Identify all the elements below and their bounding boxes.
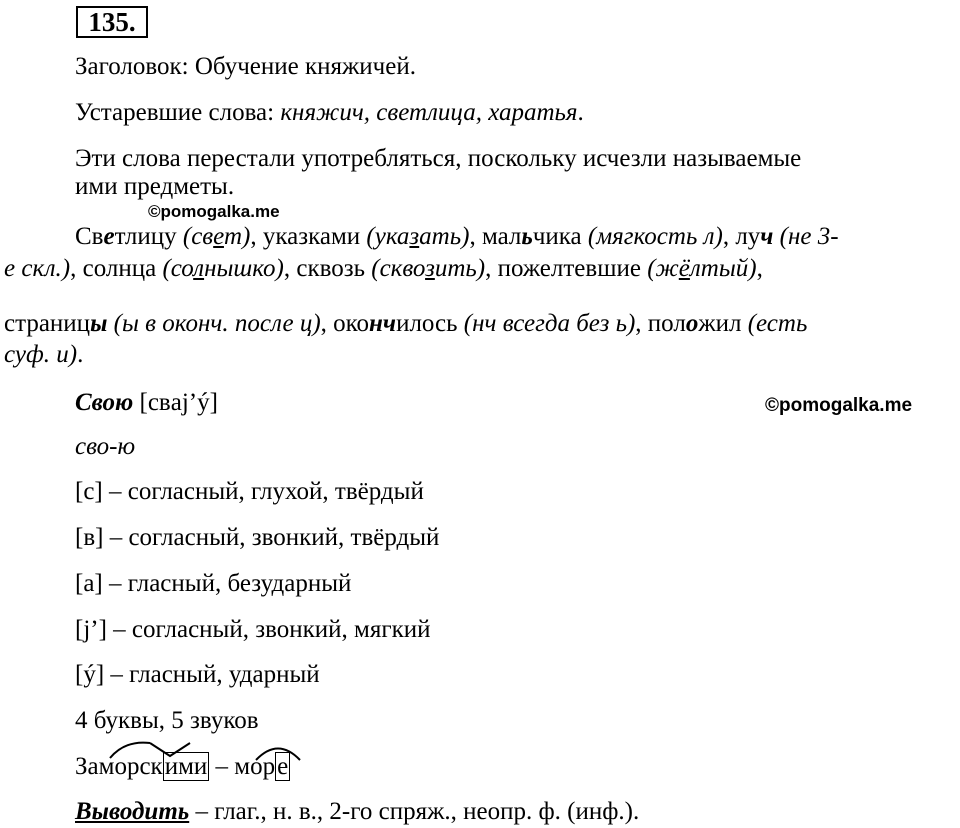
analysis-word: Выводить (75, 798, 190, 825)
analysis-text: – глаг., н. в., 2-го спряж., неопр. ф. (инф.). (189, 798, 640, 825)
word-part: , солнца (70, 255, 163, 282)
syllables-line: сво-ю (75, 433, 136, 460)
watermark-2: ©pomogalka.me (765, 395, 913, 416)
word-orthogram: ы (90, 310, 108, 337)
suffix-mark (150, 743, 190, 756)
word-orthogram: ь (521, 223, 533, 250)
word-part: , указками (250, 223, 367, 250)
sound-line: [c] – согласный, глухой, твёрдый (75, 478, 424, 505)
sound-line: [в] – согласный, звонкий, твёрдый (75, 524, 440, 551)
obsolete-label: Устаревшие слова: (75, 99, 281, 126)
phonetic-transcription: [cвaj’ý] (133, 389, 218, 416)
sound-line: [ý] – гласный, ударный (75, 661, 320, 688)
word-part: , око (320, 310, 370, 337)
explanation-line-2: ими предметы. (75, 173, 235, 200)
sound-line: [j’] – согласный, звонкий, мягкий (75, 616, 431, 643)
hint: (солнышко) (162, 255, 284, 282)
morph-ending-box: ими (164, 753, 208, 780)
hint: (указать) (366, 223, 470, 250)
sound-line: [a] – гласный, безударный (75, 570, 352, 597)
explanation-line-1: Эти слова перестали употребляться, поскольку исчезли называемые (75, 145, 802, 172)
word-part: , пожелтевшие (485, 255, 648, 282)
summary-line: 4 буквы, 5 звуков (75, 707, 259, 734)
hint: е скл.) (4, 255, 71, 282)
hint: (свет) (182, 223, 251, 250)
word-part: страниц (4, 310, 91, 337)
word-orthogram: ч (760, 223, 774, 250)
word-part: , лу (722, 223, 761, 250)
word-part: , сквозь (283, 255, 372, 282)
word-part: чика (532, 223, 588, 250)
cognate-ending-box: е (277, 753, 289, 780)
hint: (не 3- (779, 223, 839, 250)
word-part: , пол (635, 310, 686, 337)
obsolete-end: . (577, 99, 584, 126)
dash: – (209, 753, 235, 780)
phonetic-word: Свою (75, 389, 134, 416)
word-part: жил (698, 310, 748, 337)
cognate-root-arc-mark (256, 749, 300, 761)
word-orthogram: о (685, 310, 699, 337)
hint: суф. и) (4, 341, 78, 368)
word-part: Св (75, 223, 104, 250)
morph-analysis-line (75, 797, 639, 827)
watermark-1: ©pomogalka.me (148, 202, 280, 221)
word-orthogram: е (103, 223, 115, 250)
obsolete-words: княжич, светлица, харатья (280, 99, 578, 126)
hint: (сквозить) (371, 255, 486, 282)
word-part: , (756, 255, 763, 282)
word-part: тлицу (114, 223, 183, 250)
hint: (ы в оконч. после ц) (113, 310, 321, 337)
exercise-number: 135. (76, 6, 148, 38)
root-arc-mark (110, 743, 150, 758)
hint: (жёлтый) (647, 255, 757, 282)
morph-root-part: Замор (75, 753, 140, 780)
word-part: илось (396, 310, 464, 337)
word-part: , мал (469, 223, 522, 250)
word-orthogram: нч (369, 310, 397, 337)
title-line: Заголовок: Обучение княжичей. (75, 53, 416, 80)
hint: (нч всегда без ь) (463, 310, 636, 337)
morph-suffix-part: ск (139, 753, 163, 780)
word-part: . (77, 341, 84, 368)
hint: (мягкость л) (587, 223, 723, 250)
cognate-root-part: мор (234, 753, 276, 780)
hint: (есть (747, 310, 808, 337)
